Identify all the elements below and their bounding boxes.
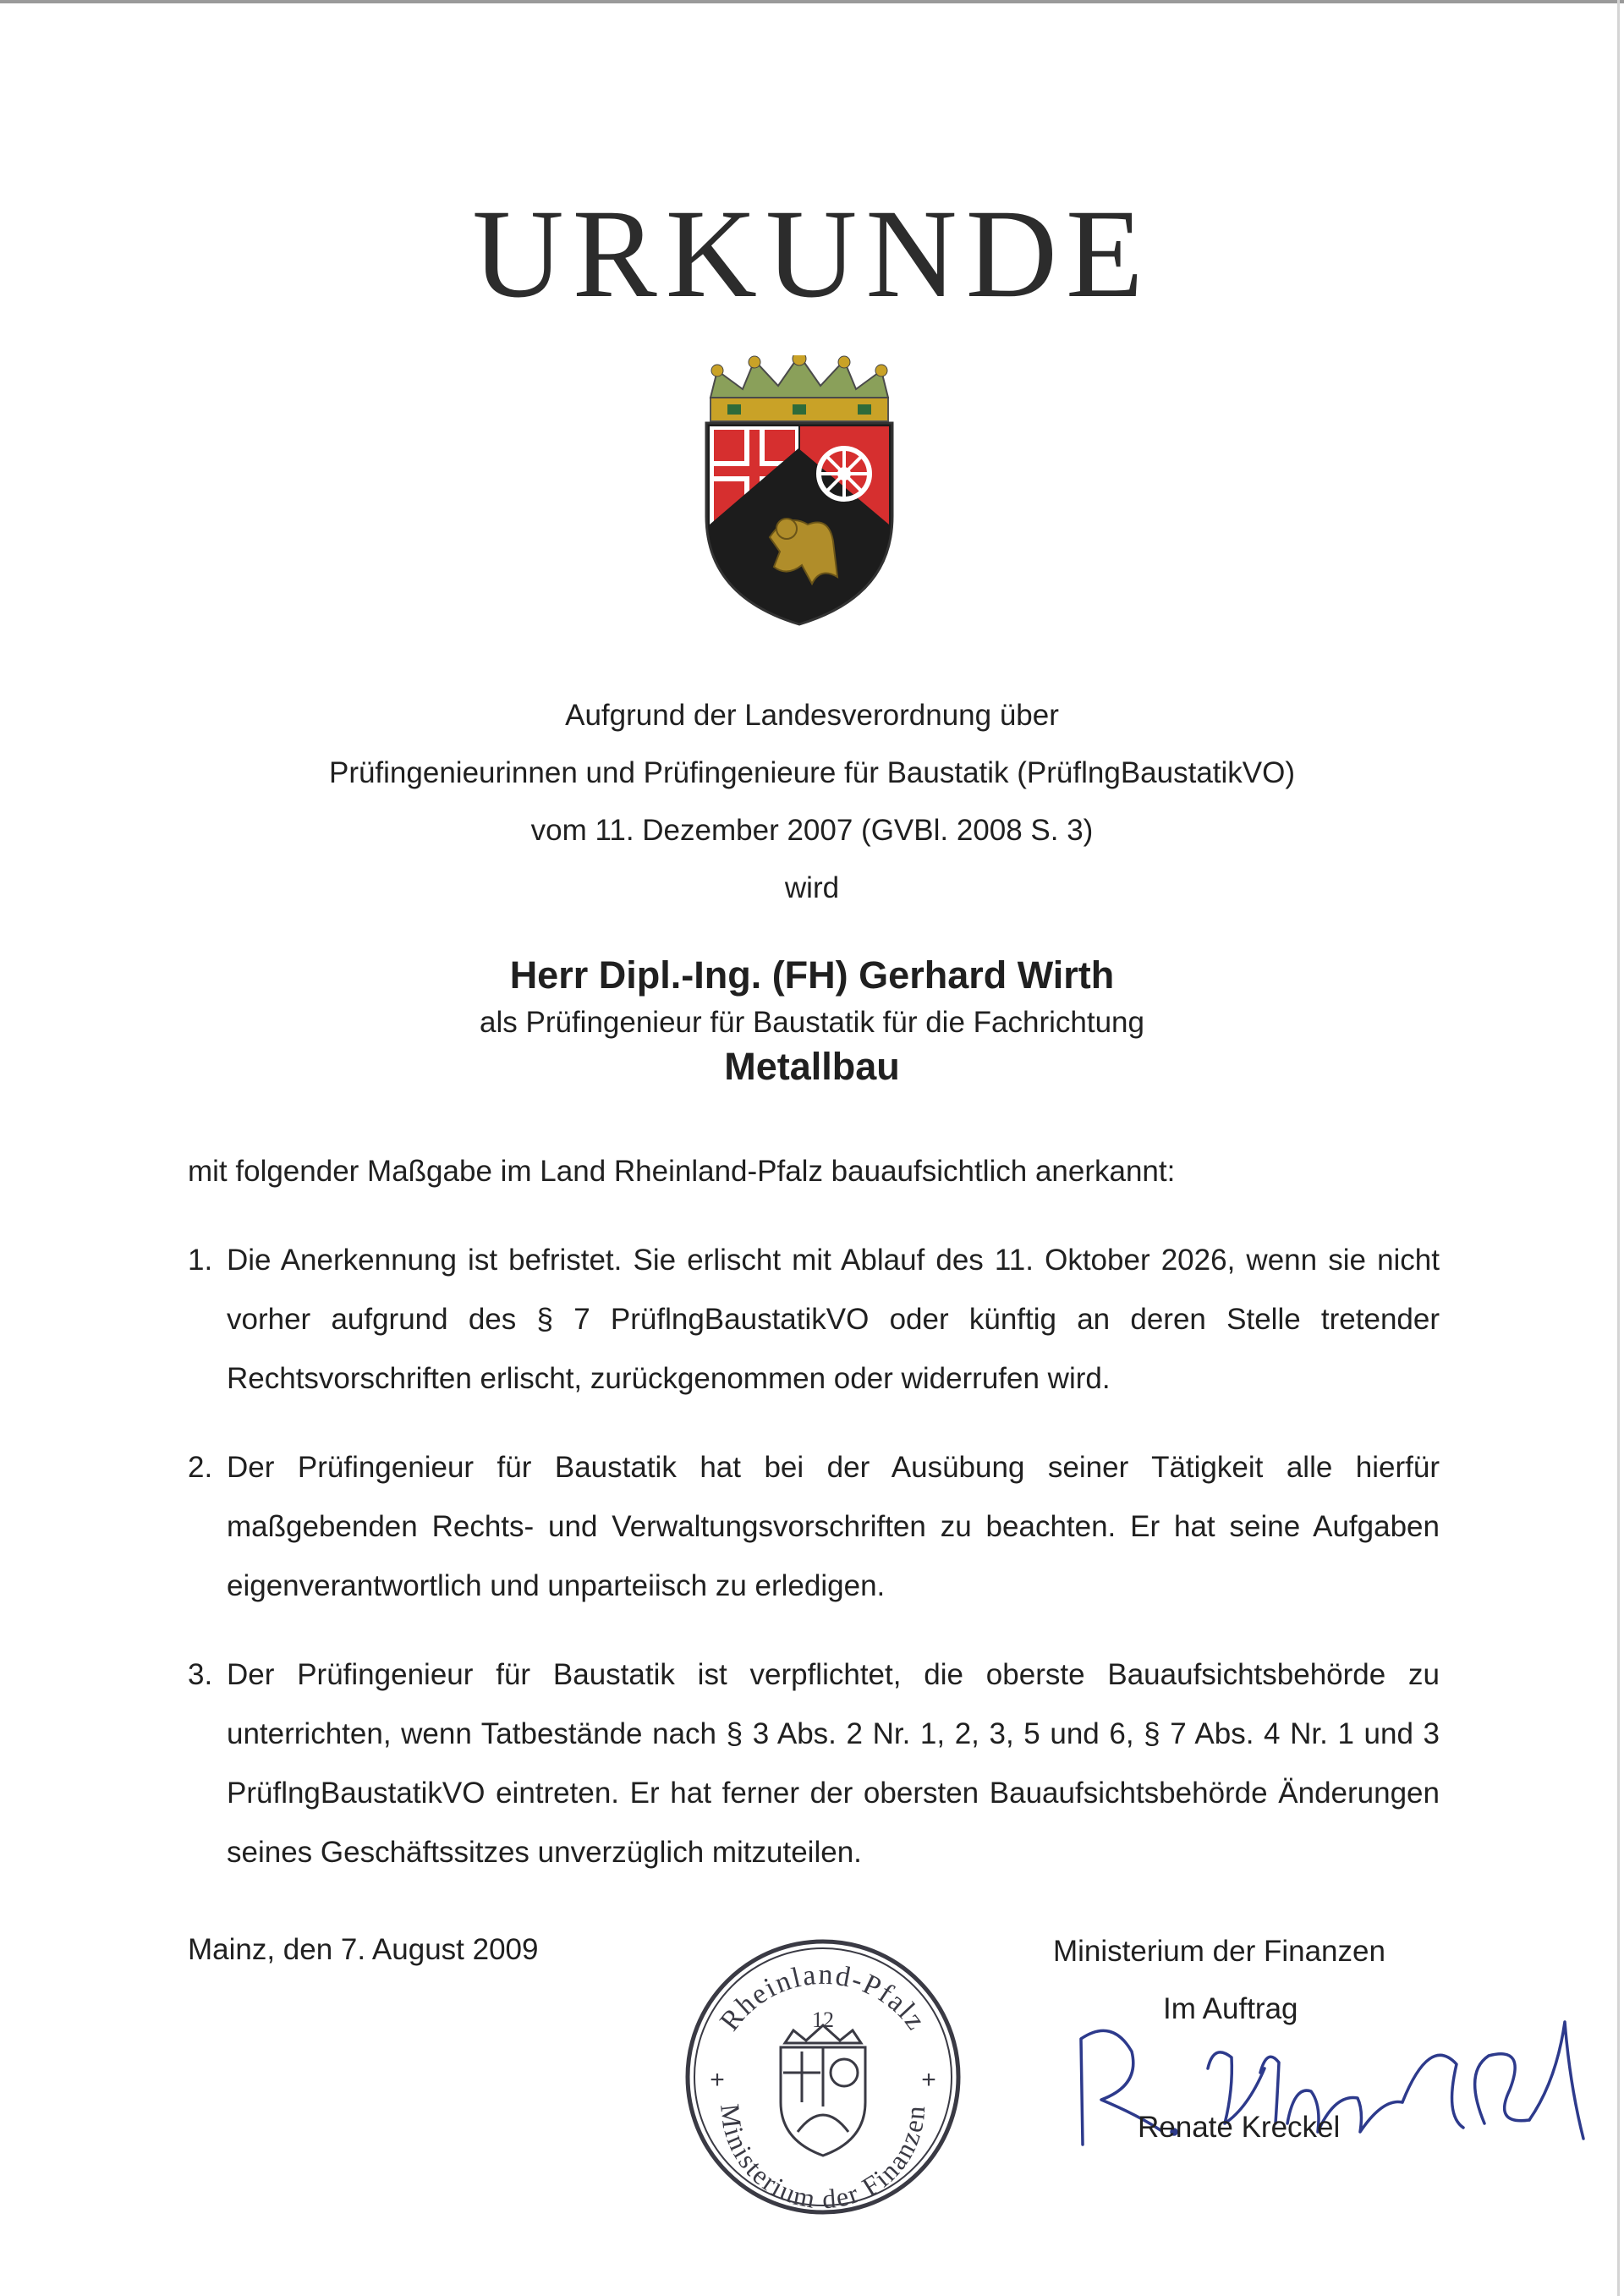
- recipient-role: als Prüfingenieur für Baustatik für die Fachrichtung: [480, 1006, 1144, 1039]
- place-and-date: Mainz, den 7. August 2009: [188, 1933, 539, 1966]
- top-border: [0, 0, 1624, 3]
- condition-number: 2.: [188, 1451, 213, 1484]
- recipient-name: Herr Dipl.-Ing. (FH) Gerhard Wirth: [509, 953, 1115, 997]
- signatory-name: Renate Kreckel: [1138, 2111, 1341, 2144]
- shield: [706, 423, 892, 624]
- seal-coat-of-arms-icon: [781, 2025, 865, 2156]
- condition-text: Der Prüfingenieur für Baustatik hat bei der Ausübung seiner Tätigkeit alle hierfür maßgebenden Rechts- und Verwaltungsvorschriften zu beachten. Er hat seine Aufgaben eigenverantwortlich und unparteiisch zu erledigen.: [227, 1451, 1440, 1602]
- coat-of-arms: [694, 355, 905, 626]
- right-border: [1617, 0, 1620, 2296]
- document-title: URKUNDE: [472, 184, 1152, 324]
- seal-text-bottom: Ministerium der Finanzen: [715, 2102, 931, 2215]
- seal-cross-right-icon: +: [921, 2066, 936, 2094]
- condition-item: [188, 1645, 1440, 1882]
- legal-basis-line-3: vom 11. Dezember 2007 (GVBl. 2008 S. 3): [530, 814, 1094, 847]
- issuing-authority: Ministerium der Finanzen: [1053, 1935, 1385, 1968]
- legal-basis-line-2: Prüfingenieurinnen und Prüfingenieure für Baustatik (PrüflngBaustatikVO): [328, 756, 1296, 789]
- on-behalf-label: Im Auftrag: [1163, 1992, 1298, 2025]
- condition-item: [188, 1231, 1440, 1409]
- condition-text: Der Prüfingenieur für Baustatik ist verpflichtet, die oberste Bauaufsichtsbehörde zu unterrichten, wenn Tatbestände nach § 3 Abs. 2 Nr. 1, 2, 3, 5 und 6, § 7 Abs. 4 Nr. 1 und 3 PrüflngBaustatikVO eintreten. Er hat ferner der obersten Bauaufsichtsbehörde Änderungen seines Geschäftssitzes unverzüglich mitzuteilen.: [227, 1658, 1440, 1869]
- condition-number: 3.: [188, 1658, 213, 1691]
- specialization: Metallbau: [724, 1045, 900, 1088]
- condition-text: Die Anerkennung ist befristet. Sie erlischt mit Ablauf des 11. Oktober 2026, wenn sie nicht vorher aufgrund des § 7 PrüflngBaustatikVO oder künftig an deren Stelle tretender Rechtsvorschriften erlischt, zurückgenommen oder widerrufen wird.: [227, 1244, 1440, 1395]
- seal-cross-left-icon: +: [710, 2066, 725, 2094]
- crown: [710, 355, 888, 421]
- condition-number: 1.: [188, 1244, 213, 1277]
- condition-item: [188, 1438, 1440, 1616]
- legal-basis: [0, 687, 1624, 917]
- recognition-statement: mit folgender Maßgabe im Land Rheinland-Pfalz bauaufsichtlich anerkannt:: [188, 1155, 1176, 1188]
- seal-text-top: Rheinland-Pfalz: [714, 1958, 933, 2037]
- seal-number: 12: [812, 2008, 834, 2032]
- official-seal: [683, 1937, 963, 2216]
- legal-basis-line-1: Aufgrund der Landesverordnung über: [565, 699, 1059, 732]
- legal-basis-line-4: wird: [784, 871, 840, 904]
